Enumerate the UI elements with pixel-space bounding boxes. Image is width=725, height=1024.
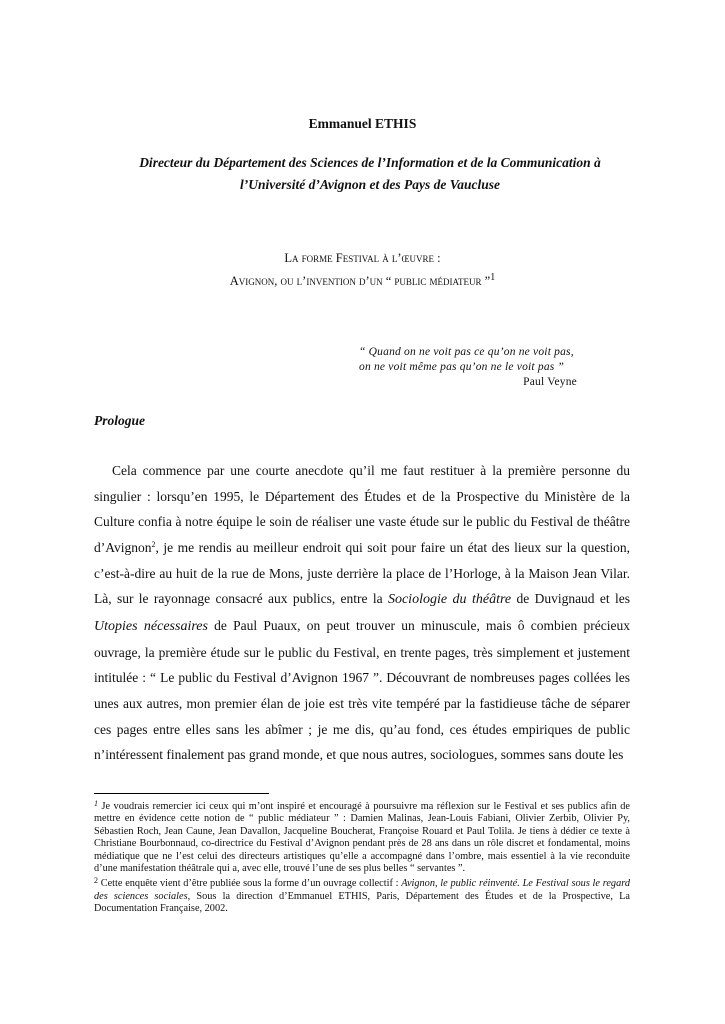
footnote-1-text: Je voudrais remercier ici ceux qui m’ont inspiré et encouragé à poursuivre ma réflexion sur le Festival et ses publics afin de mettre en évidence cette notion de “ public médiateur ” : Damien Malinas, Jean-Louis Fabiani, Olivier Zerbib, Olivier Py, Sébastien Roch, Jean Caune, Jean Davallon, Jacqueline Boucherat, Françoise Rouard et Paul Tolila. Je tiens à dédier ce texte à Christiane Bourbonnaud, co-directrice du Festival d’Avignon pendant près de 28 ans dans un rôle discret et fondamental, moins médiatique que ne l’est celui des directeurs artistiques qu’elle a accompagné dans l’ombre, mais essentiel à la vie reconduite d’une manifestation théâtrale qui a, avec elle, trouvé l’une de ses plus belles “ servantes ”. bbox=[94, 801, 630, 875]
footnotes bbox=[94, 798, 630, 916]
affiliation-line-1: Directeur du Département des Sciences de l’Information et de la Communication à bbox=[139, 155, 601, 170]
epigraph-attribution: Paul Veyne bbox=[523, 376, 577, 388]
footnote-ref-2: 2 bbox=[151, 539, 156, 549]
article-title bbox=[60, 248, 665, 291]
epigraph-line-2: on ne voit même pas qu’on ne le voit pas ” bbox=[359, 361, 565, 373]
footnote-1 bbox=[94, 798, 630, 875]
epigraph bbox=[359, 345, 609, 390]
body-paragraph bbox=[94, 458, 630, 768]
epigraph-line-1: “ Quand on ne voit pas ce qu’on ne voit pas, bbox=[359, 346, 574, 358]
footnote-2 bbox=[94, 875, 630, 915]
footnote-2-number: 2 bbox=[94, 876, 98, 886]
body-text-part-c: de Duvignaud et les bbox=[511, 591, 630, 607]
footnote-2-text-a: Cette enquête vient d’être publiée sous la forme d’un ouvrage collectif : bbox=[98, 878, 402, 890]
title-line-1: La forme Festival à l’œuvre : bbox=[284, 251, 441, 265]
body-text-part-a: Cela commence par une courte anecdote qu’il me faut restituer à la première personne du singulier : lorsqu’en 1995, le Département des Études et de la Prospective du Ministère de la Culture confia à notre équipe le soin de réaliser une vaste étude sur le public du Festival de théâtre d’Avignon bbox=[94, 463, 630, 555]
book-title-sociologie: Sociologie du théâtre bbox=[387, 592, 512, 608]
book-title-utopies: Utopies nécessaires bbox=[94, 618, 208, 634]
body-text-part-b: , je me rendis au meilleur endroit qui soit pour faire un état des lieux sur la question, c’est-à-dire au huit de la rue de Mons, juste derrière la place de l’Horloge, à la Maison Jean Vilar. Là, sur le rayonnage consacré aux publics, entre la bbox=[94, 539, 630, 607]
footnote-separator bbox=[94, 793, 269, 794]
body-text-part-d: de Paul Puaux, on peut trouver un minuscule, mais ô combien précieux ouvrage, la première étude sur le public du Festival, en trente pages, très simplement et justement intitulée : “ Le public du Festival d’Avignon 1967 ”. Découvrant de nombreuses pages collées les unes aux autres, mon premier élan de joie est très vite tempéré par la fastidieuse tâche de séparer ces pages entre elles sans les abîmer ; je me dis, qu’au fond, ces études empiriques de public n’intéressent finalement pas grand monde, et que nous autres, sociologues, sommes sans doute les bbox=[94, 617, 630, 763]
author-name: Emmanuel ETHIS bbox=[308, 116, 417, 131]
affiliation-line-2: l’Université d’Avignon et des Pays de Vaucluse bbox=[240, 177, 500, 192]
footnote-1-number: 1 bbox=[94, 799, 98, 808]
title-footnote-ref: 1 bbox=[490, 272, 496, 283]
title-line-2: Avignon, ou l’invention d’un “ public médiateur ” bbox=[229, 274, 491, 288]
section-heading: Prologue bbox=[94, 413, 146, 428]
footnote-2-book-title: Avignon, le public réinventé. Le Festival sous le regard des sciences sociales bbox=[94, 878, 630, 902]
footnote-2-text-b: , Sous la direction d’Emmanuel ETHIS, Paris, Département des Études et de la Prospective, La Documentation Française, 2002. bbox=[94, 890, 630, 915]
author-affiliation bbox=[100, 152, 640, 196]
